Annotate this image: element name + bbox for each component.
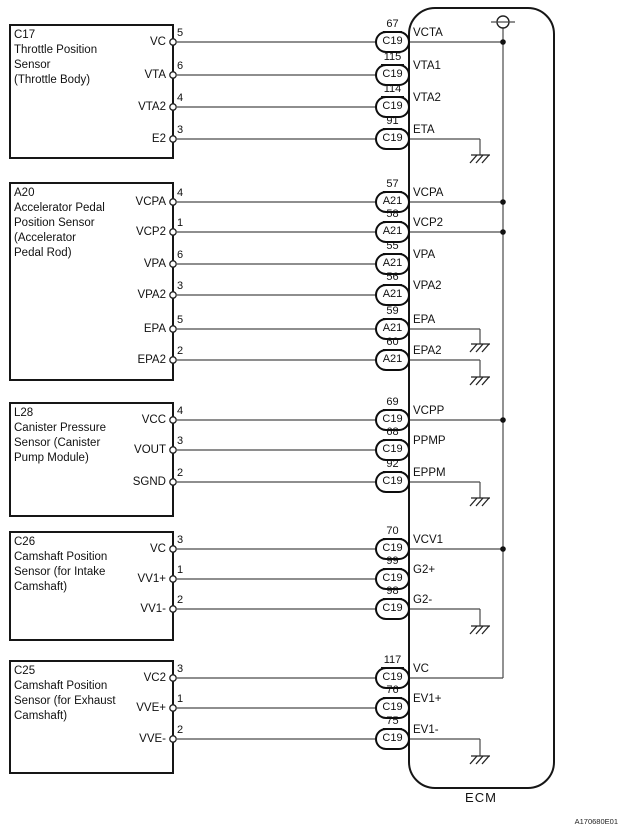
terminal-number-text: 68 bbox=[383, 426, 401, 440]
terminal-number-text: 55 bbox=[383, 240, 401, 254]
component-title-line: Sensor (for Exhaust bbox=[14, 695, 116, 707]
ecm-connector-badge: A21 bbox=[382, 225, 403, 237]
signal-label: VCV1 bbox=[413, 534, 444, 546]
terminal-number-text: 70 bbox=[383, 525, 401, 539]
component-title-line: Throttle Position bbox=[14, 44, 98, 56]
pin-label: EPA bbox=[143, 323, 166, 335]
signal-label: VCPP bbox=[413, 405, 445, 417]
pin-label: VTA2 bbox=[138, 101, 166, 113]
terminal-number bbox=[367, 305, 418, 319]
pin-label: VOUT bbox=[134, 444, 166, 456]
figure-code: A170680E01 bbox=[574, 817, 618, 826]
ecm-connector-badge: C19 bbox=[382, 732, 403, 744]
pin-number: 4 bbox=[177, 92, 184, 104]
pin-number: 6 bbox=[177, 249, 184, 261]
terminal-number-text: 98 bbox=[383, 585, 401, 599]
pin-label: VC bbox=[150, 543, 166, 555]
ecm-connector-badge: A21 bbox=[382, 353, 403, 365]
terminal-number-text: 60 bbox=[383, 336, 401, 350]
terminal-number bbox=[367, 271, 418, 285]
terminal-number-text: 91 bbox=[383, 115, 401, 129]
signal-label: VC bbox=[413, 663, 429, 675]
pin-label: VPA bbox=[143, 258, 166, 270]
signal-label: G2- bbox=[413, 594, 433, 606]
signal-label: VTA2 bbox=[413, 92, 441, 104]
pin-label: VVE- bbox=[139, 733, 166, 745]
pin-label: VCPA bbox=[135, 196, 166, 208]
signal-label: EV1+ bbox=[413, 693, 442, 705]
ecm-connector-badge: C19 bbox=[382, 542, 403, 554]
component-id: C25 bbox=[14, 665, 36, 677]
ecm-connector-badge: C19 bbox=[382, 100, 403, 112]
ecm-connector-badge: C19 bbox=[382, 602, 403, 614]
terminal-number bbox=[367, 208, 418, 222]
ecm-label: ECM bbox=[465, 790, 497, 805]
pin-number: 5 bbox=[177, 314, 184, 326]
pin-number: 3 bbox=[177, 663, 184, 675]
pin-number: 3 bbox=[177, 280, 184, 292]
pin-label: VCP2 bbox=[135, 226, 166, 238]
terminal-number bbox=[367, 715, 418, 729]
pin-label: VV1+ bbox=[137, 573, 166, 585]
component-title-line: Position Sensor bbox=[14, 217, 95, 229]
pin-number: 2 bbox=[177, 594, 184, 606]
pin-number: 6 bbox=[177, 60, 184, 72]
pin-number: 4 bbox=[177, 405, 184, 417]
terminal-number bbox=[367, 654, 418, 668]
pin-number: 2 bbox=[177, 345, 184, 357]
terminal-number bbox=[367, 525, 418, 539]
pin-label: EPA2 bbox=[137, 354, 166, 366]
component-title-line: Camshaft Position bbox=[14, 680, 108, 692]
component-title-line: (Throttle Body) bbox=[14, 74, 91, 86]
pin-label: VVE+ bbox=[136, 702, 166, 714]
component-title-line: Canister Pressure bbox=[14, 422, 107, 434]
pin-number: 3 bbox=[177, 534, 184, 546]
pin-label: VV1- bbox=[140, 603, 166, 615]
terminal-number-text: 75 bbox=[383, 715, 401, 729]
terminal-number bbox=[367, 18, 418, 32]
signal-label: ETA bbox=[413, 124, 435, 136]
signal-label: VPA2 bbox=[413, 280, 442, 292]
component-title-line: Accelerator Pedal bbox=[14, 202, 105, 214]
component-id: A20 bbox=[14, 187, 35, 199]
terminal-number-text: 56 bbox=[383, 271, 401, 285]
terminal-number-text: 58 bbox=[383, 208, 401, 222]
component-title-line: Camshaft) bbox=[14, 710, 68, 722]
ecm-connector-badge: C19 bbox=[382, 572, 403, 584]
signal-label: VCP2 bbox=[413, 217, 444, 229]
component-title-line: (Accelerator bbox=[14, 232, 76, 244]
signal-label: VPA bbox=[413, 249, 436, 261]
signal-label: VCPA bbox=[413, 187, 444, 199]
pin-label: VC bbox=[150, 36, 166, 48]
terminal-number-text: 114 bbox=[381, 83, 405, 97]
terminal-number-text: 69 bbox=[383, 396, 401, 410]
component-title-line: Sensor (Canister bbox=[14, 437, 101, 449]
pin-number: 1 bbox=[177, 217, 184, 229]
ecm-connector-badge: C19 bbox=[382, 132, 403, 144]
ecm-connector-badge: C19 bbox=[382, 35, 403, 47]
terminal-number-text: 117 bbox=[381, 654, 405, 668]
terminal-number bbox=[367, 83, 418, 97]
component-id: L28 bbox=[14, 407, 34, 419]
pin-label: VCC bbox=[141, 414, 166, 426]
terminal-number bbox=[367, 458, 418, 472]
pin-number: 2 bbox=[177, 724, 184, 736]
signal-label: EV1- bbox=[413, 724, 439, 736]
component-title-line: Camshaft Position bbox=[14, 551, 108, 563]
pin-number: 5 bbox=[177, 27, 184, 39]
component-title-line: Sensor (for Intake bbox=[14, 566, 106, 578]
pin-number: 3 bbox=[177, 435, 184, 447]
ecm-connector-badge: C19 bbox=[382, 68, 403, 80]
ecm-connector-badge: C19 bbox=[382, 413, 403, 425]
ecm-connector-badge: A21 bbox=[382, 195, 403, 207]
terminal-number bbox=[367, 336, 418, 350]
terminal-number bbox=[367, 396, 418, 410]
component-title-line: Sensor bbox=[14, 59, 51, 71]
signal-label: EPPM bbox=[413, 467, 446, 479]
ecm-connector-badge: C19 bbox=[382, 475, 403, 487]
component-id: C17 bbox=[14, 29, 36, 41]
component-id: C26 bbox=[14, 536, 36, 548]
pin-number: 1 bbox=[177, 564, 184, 576]
ecm-connector-badge: A21 bbox=[382, 322, 403, 334]
terminal-number bbox=[367, 426, 418, 440]
signal-label: VCTA bbox=[413, 27, 443, 39]
signal-label: PPMP bbox=[413, 435, 446, 447]
ecm-connector-badge: C19 bbox=[382, 701, 403, 713]
terminal-number bbox=[367, 115, 418, 129]
pin-number: 1 bbox=[177, 693, 184, 705]
terminal-number-text: 67 bbox=[383, 18, 401, 32]
ecm-connector-badge: A21 bbox=[382, 257, 403, 269]
terminal-number bbox=[367, 240, 418, 254]
pin-number: 2 bbox=[177, 467, 184, 479]
signal-label: EPA2 bbox=[413, 345, 442, 357]
signal-label: G2+ bbox=[413, 564, 436, 576]
pin-number: 3 bbox=[177, 124, 184, 136]
terminal-number-text: 76 bbox=[383, 684, 401, 698]
pin-label: E2 bbox=[151, 133, 166, 145]
component-title-line: Pedal Rod) bbox=[14, 247, 72, 259]
terminal-number bbox=[367, 585, 418, 599]
terminal-number bbox=[367, 178, 418, 192]
pin-label: VPA2 bbox=[137, 289, 166, 301]
ecm-connector-badge: A21 bbox=[382, 288, 403, 300]
ecm-connector-badge: C19 bbox=[382, 671, 403, 683]
terminal-number bbox=[367, 684, 418, 698]
pin-number: 4 bbox=[177, 187, 184, 199]
signal-label: EPA bbox=[413, 314, 436, 326]
pin-label: VTA bbox=[144, 69, 166, 81]
terminal-number-text: 99 bbox=[383, 555, 401, 569]
terminal-number-text: 59 bbox=[383, 305, 401, 319]
signal-label: VTA1 bbox=[413, 60, 441, 72]
pin-label: SGND bbox=[132, 476, 166, 488]
component-title-line: Pump Module) bbox=[14, 452, 89, 464]
terminal-number bbox=[367, 555, 418, 569]
terminal-number-text: 57 bbox=[383, 178, 401, 192]
terminal-number-text: 115 bbox=[381, 51, 405, 65]
terminal-number bbox=[367, 51, 418, 65]
ecm-connector-badge: C19 bbox=[382, 443, 403, 455]
terminal-number-text: 92 bbox=[383, 458, 401, 472]
pin-label: VC2 bbox=[143, 672, 166, 684]
component-title-line: Camshaft) bbox=[14, 581, 68, 593]
